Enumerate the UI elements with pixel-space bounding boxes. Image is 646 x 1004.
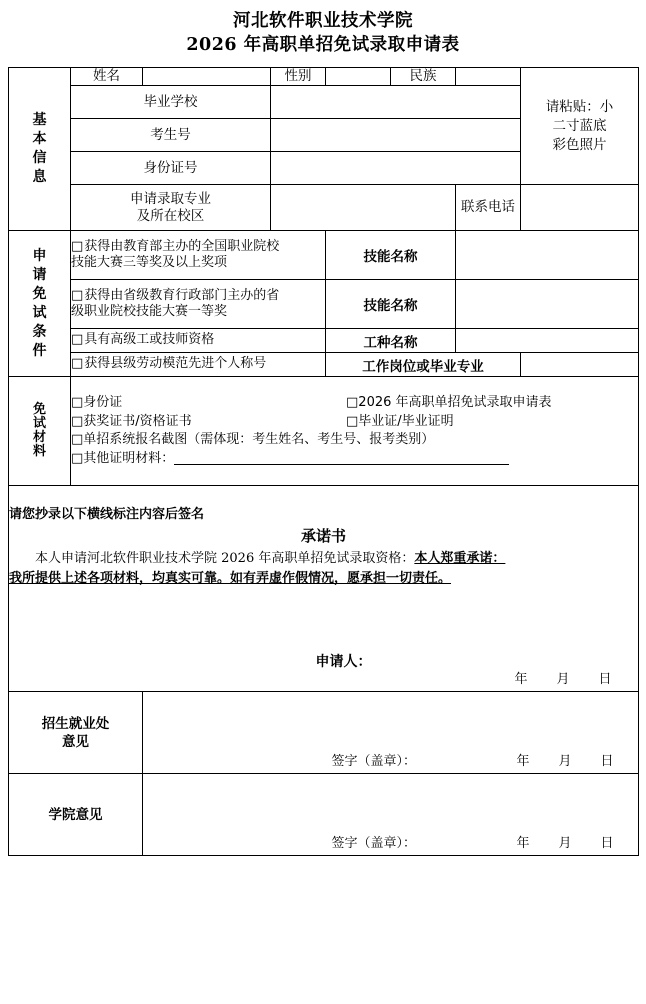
condition-2-line-2: 级职业院校技能大赛一等奖 <box>71 304 228 319</box>
checkbox-condition-3[interactable]: □ <box>71 332 84 348</box>
commitment-date-month: 月 <box>556 672 570 687</box>
college-opinion-area[interactable] <box>143 774 639 856</box>
checkbox-material-5[interactable]: □ <box>71 432 84 447</box>
condition-4-line-1: □获得县级劳动模范先进个人称号 <box>71 356 267 372</box>
table-row-major-phone <box>9 185 639 231</box>
condition-4-field-input[interactable] <box>521 353 639 377</box>
condition-3-line-1: □具有高级工或技师资格 <box>71 332 215 348</box>
commitment-note: 请您抄录以下横线标注内容后签名 <box>9 507 205 522</box>
checkbox-condition-1[interactable]: □ <box>71 238 84 254</box>
condition-1-field-label: 技能名称 <box>326 231 456 280</box>
admissions-date-line[interactable] <box>502 750 628 769</box>
admissions-date-month: 月 <box>558 754 572 769</box>
gender-label: 性别 <box>271 68 326 86</box>
gender-input[interactable] <box>326 68 391 86</box>
condition-3-text[interactable] <box>71 329 326 353</box>
material-item-3[interactable]: □获奖证书/资格证书 <box>71 413 192 429</box>
material-item-4[interactable]: □毕业证/毕业证明 <box>346 413 454 429</box>
commitment-body <box>9 549 638 589</box>
condition-4-field-label: 工作岗位或毕业专业 <box>326 353 521 377</box>
condition-3-field-label: 工种名称 <box>326 329 456 353</box>
name-label: 姓名 <box>71 68 143 86</box>
checkbox-material-4[interactable]: □ <box>346 413 359 429</box>
table-row-condition-2 <box>9 280 639 329</box>
table-row-condition-4 <box>9 353 639 377</box>
title-line-form: 2026 年高职单招免试录取申请表 <box>186 35 460 55</box>
ethnicity-label: 民族 <box>391 68 456 86</box>
table-row-commitment <box>9 486 639 692</box>
applicant-signature-label[interactable]: 申请人： <box>315 654 372 670</box>
table-row-admissions-opinion <box>9 692 639 774</box>
condition-2-field-label: 技能名称 <box>326 280 456 329</box>
school-input[interactable] <box>271 86 521 119</box>
admissions-signature-label[interactable]: 签字（盖章）： <box>331 754 416 769</box>
condition-4-text[interactable] <box>71 353 326 377</box>
condition-1-line-1: □获得由教育部主办的全国职业院校 <box>71 238 280 254</box>
college-signature-row <box>143 832 628 851</box>
commitment-date-day: 日 <box>598 672 612 687</box>
admissions-office-label-line-1: 招生就业处 <box>41 715 110 732</box>
material-item-1[interactable]: □身份证 <box>71 395 123 410</box>
commitment-heading: 承诺书 <box>300 527 346 545</box>
checkbox-material-3[interactable]: □ <box>71 413 84 429</box>
table-row-name <box>9 68 639 86</box>
section-label-materials: 免 试 材 料 <box>9 377 71 486</box>
college-signature-label[interactable]: 签字（盖章）： <box>331 836 416 851</box>
section-label-basic-info: 基 本 信 息 <box>9 68 71 231</box>
checkbox-material-1[interactable]: □ <box>71 395 84 410</box>
major-label-line-1: 申请录取专业 <box>130 190 211 207</box>
condition-2-field-input[interactable] <box>456 280 639 329</box>
section-label-conditions: 申 请 免 试 条 件 <box>9 231 71 377</box>
major-input[interactable] <box>271 185 456 231</box>
table-row-materials <box>9 377 639 486</box>
college-label <box>9 774 143 856</box>
commitment-date-year: 年 <box>514 672 528 687</box>
checkbox-condition-2[interactable]: □ <box>71 287 84 303</box>
condition-3-field-input[interactable] <box>456 329 639 353</box>
college-date-year: 年 <box>516 836 530 851</box>
document-title <box>0 0 646 57</box>
phone-label: 联系电话 <box>456 185 521 231</box>
name-input[interactable] <box>143 68 271 86</box>
form-table <box>8 67 639 856</box>
candidate-no-label: 考生号 <box>71 119 271 152</box>
phone-input[interactable] <box>521 185 639 231</box>
condition-1-text[interactable] <box>71 231 326 280</box>
commitment-date-line[interactable] <box>500 668 626 687</box>
condition-1-field-input[interactable] <box>456 231 639 280</box>
checkbox-material-2[interactable]: □ <box>346 395 359 410</box>
photo-placeholder <box>521 68 639 185</box>
college-date-line[interactable] <box>502 832 628 851</box>
admissions-date-year: 年 <box>516 754 530 769</box>
checkbox-material-6[interactable]: □ <box>71 450 84 466</box>
college-date-month: 月 <box>558 836 572 851</box>
material-item-6[interactable]: □其他证明材料： <box>71 450 638 469</box>
photo-note-line-3: 彩色照片 <box>552 136 607 153</box>
table-row-college-opinion <box>9 774 639 856</box>
title-line-institution: 河北软件职业技术学院 <box>233 11 413 31</box>
commitment-body-part-1: 本人申请河北软件职业技术学院 2026 年高职单招免试录取资格： <box>35 551 415 566</box>
school-label: 毕业学校 <box>71 86 271 119</box>
photo-note-line-1: 请粘贴：小 <box>545 98 614 115</box>
ethnicity-input[interactable] <box>456 68 521 86</box>
commitment-body-part-2: 本人郑重承诺： <box>414 551 506 566</box>
table-row-condition-3 <box>9 329 639 353</box>
id-no-input[interactable] <box>271 152 521 185</box>
materials-row-1 <box>71 394 638 413</box>
condition-2-text[interactable] <box>71 280 326 329</box>
material-item-5[interactable]: □单招系统报名截图（需体现：考生姓名、考生号、报考类别） <box>71 432 435 447</box>
admissions-date-day: 日 <box>600 754 614 769</box>
college-label-line-1: 学院意见 <box>48 806 103 823</box>
material-item-2[interactable]: □2026 年高职单招免试录取申请表 <box>346 395 552 410</box>
admissions-office-opinion-area[interactable] <box>143 692 639 774</box>
materials-list <box>71 377 639 486</box>
id-no-label: 身份证号 <box>71 152 271 185</box>
college-date-day: 日 <box>600 836 614 851</box>
checkbox-condition-4[interactable]: □ <box>71 356 84 372</box>
admissions-office-label-line-2: 意见 <box>62 733 89 750</box>
condition-2-line-1: □获得由省级教育行政部门主办的省 <box>71 287 280 303</box>
admissions-office-label <box>9 692 143 774</box>
materials-row-2 <box>71 413 638 432</box>
candidate-no-input[interactable] <box>271 119 521 152</box>
commitment-section <box>9 486 639 692</box>
commitment-body-line-2: 我所提供上述各项材料，均真实可靠。如有弄虚作假情况，愿承担一切责任。 <box>9 571 452 586</box>
major-label-line-2: 及所在校区 <box>136 207 205 224</box>
admissions-signature-row <box>143 750 628 769</box>
table-row-condition-1 <box>9 231 639 280</box>
photo-note-line-2: 二寸蓝底 <box>552 117 607 134</box>
condition-1-line-2: 技能大赛三等奖及以上奖项 <box>71 255 228 270</box>
major-label <box>71 185 271 231</box>
other-material-input[interactable] <box>174 451 509 465</box>
